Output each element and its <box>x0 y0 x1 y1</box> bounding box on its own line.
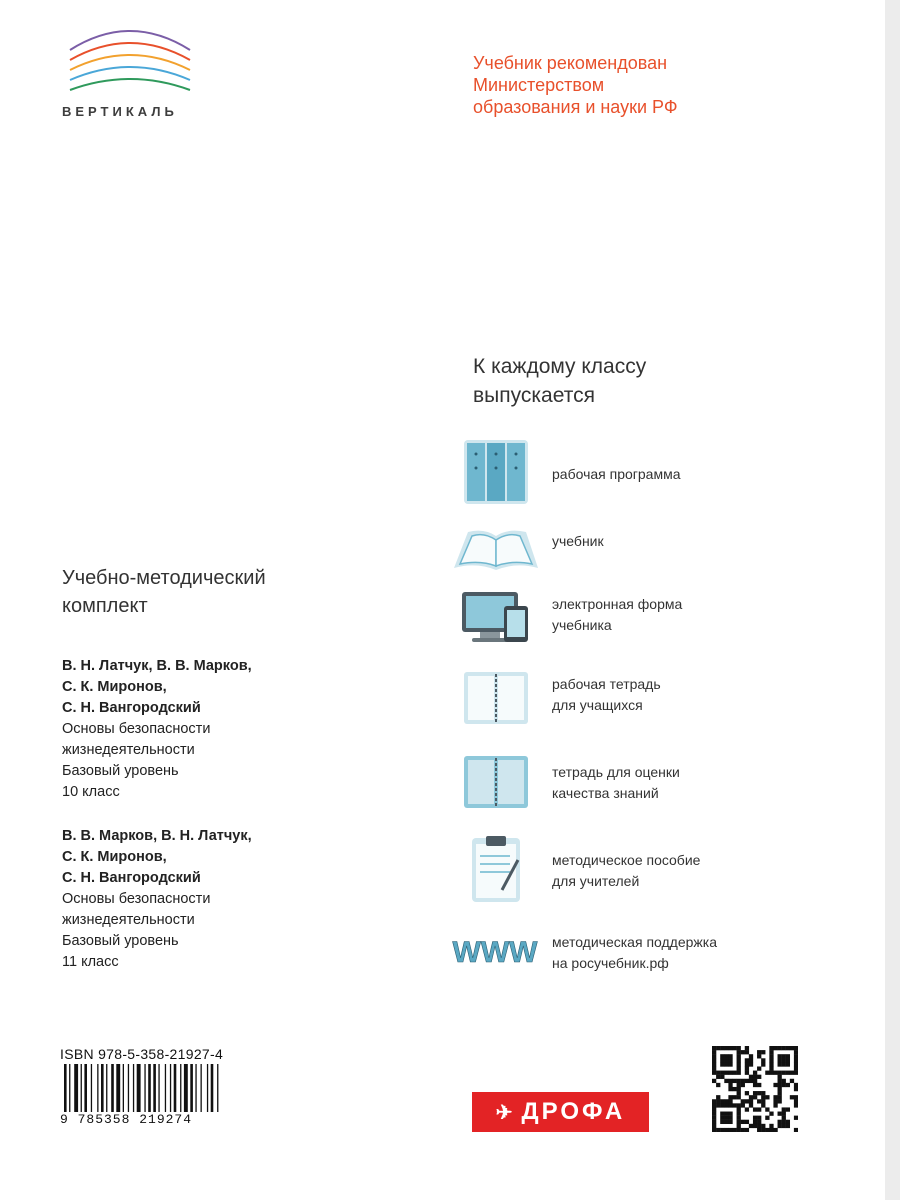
resource-label: тетрадь для оценки качества знаний <box>552 764 680 801</box>
www-icon <box>450 918 540 990</box>
resource-item <box>450 834 880 906</box>
binders-icon <box>450 438 540 510</box>
for-each-class-heading: К каждому классу выпускается <box>473 355 647 407</box>
recommendation-line: Учебник рекомендован <box>473 53 668 73</box>
resource-label: рабочая тетрадь для учащихся <box>552 676 661 713</box>
resource-label: рабочая программа <box>552 466 681 482</box>
resource-item <box>450 510 880 582</box>
resource-label: методическая поддержка на росучебник.рф <box>552 934 717 971</box>
book-spine-edge <box>885 0 900 1200</box>
workbook-icon <box>450 664 540 736</box>
recommendation-line: образования и науки РФ <box>473 97 678 117</box>
resource-item <box>450 584 880 656</box>
resource-item <box>450 438 880 510</box>
ministry-recommendation <box>473 52 773 118</box>
qr-code-icon <box>712 1046 798 1132</box>
resource-item <box>450 748 880 820</box>
resource-item <box>450 664 880 736</box>
open-book-icon <box>450 510 540 582</box>
book-info: Основы безопасности жизнедеятельности Базовый уровень 11 класс <box>62 891 211 970</box>
www-icon-text: WWW <box>452 936 538 969</box>
barcode-digits: 9 785358 219274 <box>60 1112 250 1127</box>
book-authors: В. В. Марков, В. Н. Латчук, С. К. Миронов, С. Н. Вангородский <box>62 828 252 886</box>
isbn-text: ISBN 978-5-358-21927-4 <box>60 1046 224 1062</box>
resource-label: учебник <box>552 533 604 549</box>
resource-label: методическое пособие для учителей <box>552 852 701 889</box>
resource-label: электронная форма учебника <box>552 596 683 633</box>
publisher-badge <box>472 1092 649 1132</box>
publisher-name: ДРОФА <box>521 1098 626 1125</box>
drofa-bird-icon: ✈ <box>495 1101 516 1124</box>
recommendation-line: Министерством <box>473 75 605 95</box>
kit-title: Учебно-методический комплект <box>62 567 266 617</box>
clipboard-icon <box>450 834 540 906</box>
notebook-icon <box>450 748 540 820</box>
logo-wordmark: ВЕРТИКАЛЬ <box>62 104 178 119</box>
book-authors: В. Н. Латчук, В. В. Марков, С. К. Миронов, С. Н. Вангородский <box>62 658 252 716</box>
book-entry-grade-11 <box>62 826 252 973</box>
book-entry-grade-10 <box>62 656 252 803</box>
resource-item <box>450 918 880 990</box>
book-info: Основы безопасности жизнедеятельности Базовый уровень 10 класс <box>62 721 211 800</box>
devices-icon <box>450 584 540 656</box>
publisher-logo <box>60 22 200 102</box>
vertikal-logo-icon <box>60 22 200 102</box>
